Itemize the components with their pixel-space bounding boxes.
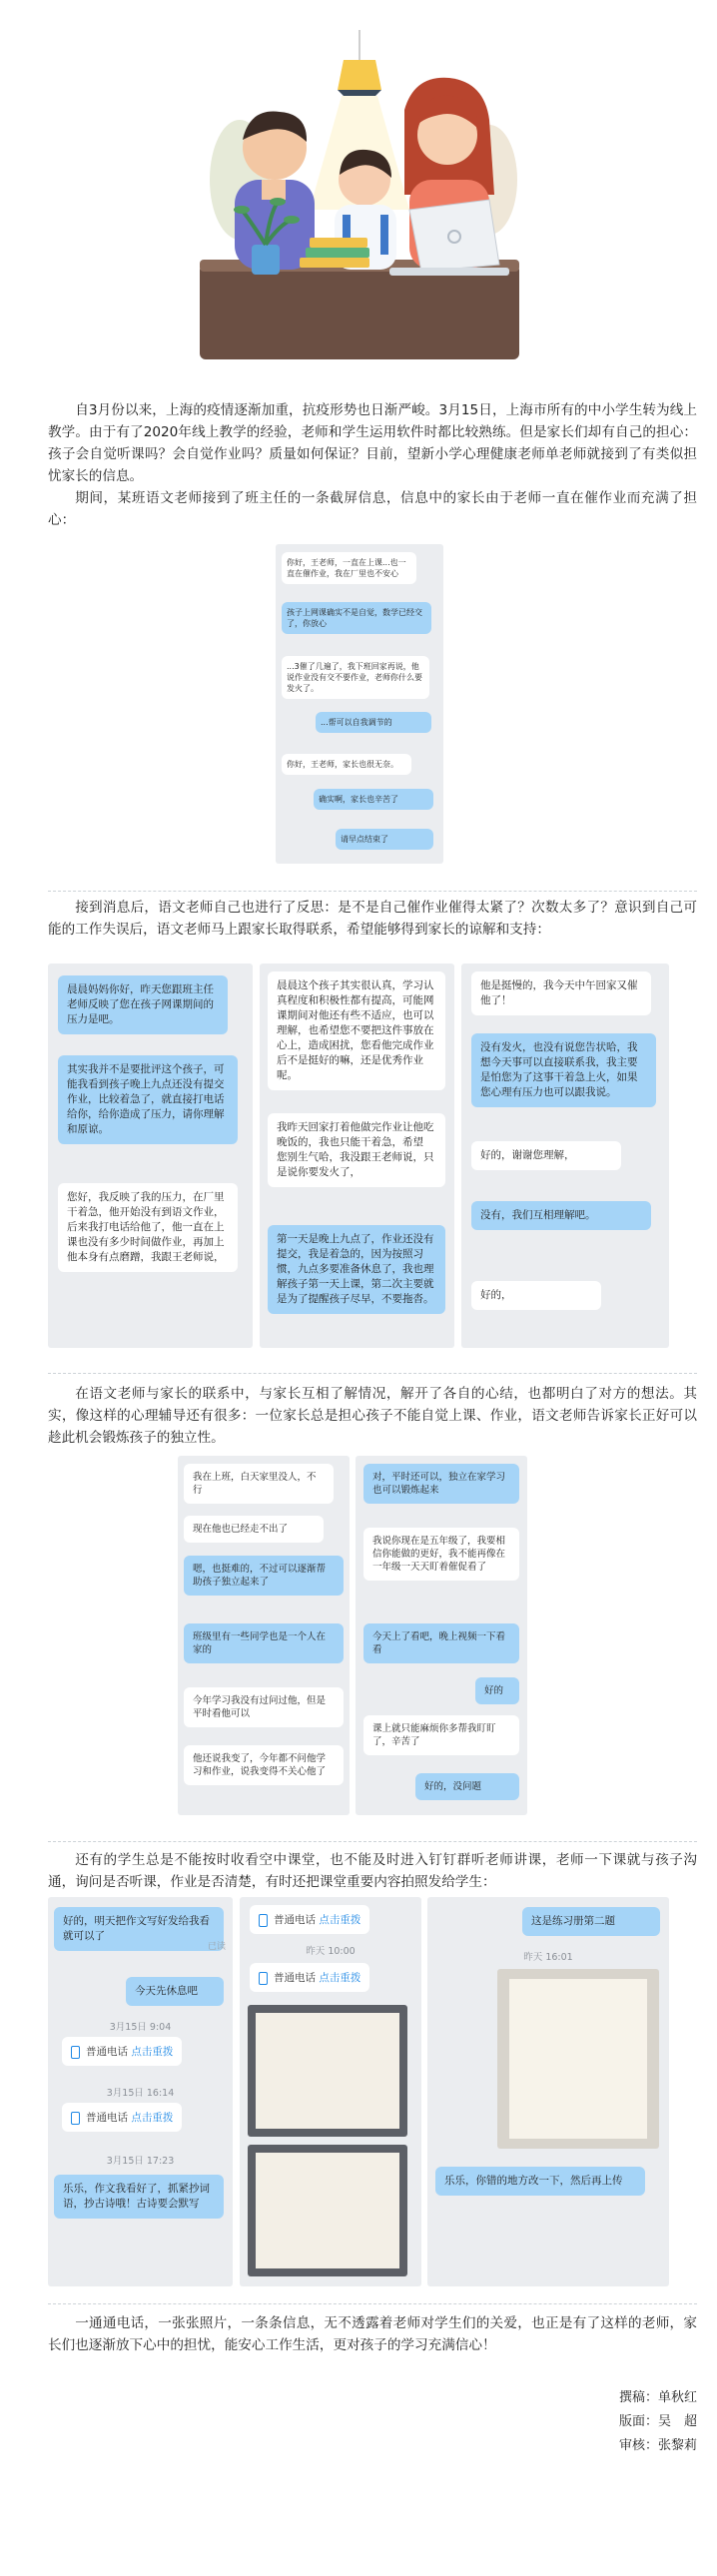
chat-message: 其实我并不是要批评这个孩子，可能我看到孩子晚上九点还没有提交作业，比较着急了，就直接打电话给你，给你造成了压力，请你理解和原谅。 — [58, 1055, 238, 1144]
paragraph-3: 接到消息后，语文老师自己也进行了反思：是不是自己催作业催得太紧了？次数太多了？意识到自己可能的工作失误后，语文老师马上跟家长取得联系，希望能够得到家长的谅解和支持： — [48, 900, 697, 938]
credit-author: 撰稿：单秋红 — [618, 2390, 697, 2405]
chat-message: 好的，明天把作文写好发给我看就可以了 — [54, 1907, 224, 1951]
divider — [48, 1841, 697, 1842]
chat-screenshot-4a: 好的，明天把作文写好发给我看就可以了 已读 今天先休息吧 3月15日 9:04 普通电话 点击重拨 3月15日 16:14 普通电话 点击重拨 3月15日 17:23 乐乐，作文我看好了，抓紧抄词语，抄古诗哦！古诗要会默写 — [48, 1897, 233, 2286]
homework-photo[interactable] — [497, 1969, 659, 2149]
phone-icon — [71, 2112, 80, 2125]
chat-screenshot-3a — [178, 1456, 350, 1815]
paragraph-5: 还有的学生总是不能按时收看空中课堂，也不能及时进入钉钉群听老师讲课，老师一下课就与孩子沟通，询问是否听课，作业是否清楚，有时还把课堂重要内容拍照发给学生： — [48, 1852, 697, 1890]
credit-layout: 版面：吴 超 — [618, 2414, 697, 2429]
chat-screenshot-4b: 普通电话 点击重拨 昨天 10:00 普通电话 点击重拨 — [240, 1897, 421, 2286]
chat-message: 你好，王老师，一直在上课...也一直在催作业，我在厂里也不安心 — [282, 552, 416, 584]
chat-message: 晨晨这个孩子其实很认真，学习认真程度和积极性都有提高，可能网课期间对他还有些不适应，也可以理解，也希望您不要把这件事放在心上，造成困扰，您看他完成作业后不是挺好的嘛，还是优秀作业呢。 — [268, 971, 445, 1090]
chat-message: 今年学习我没有过问过他，但是平时看他可以 — [184, 1687, 344, 1727]
chat-message: 班级里有一些同学也是一个人在家的 — [184, 1623, 344, 1663]
call-record[interactable]: 普通电话 点击重拨 — [62, 2037, 182, 2066]
chat-message: 乐乐，作文我看好了，抓紧抄词语，抄古诗哦！古诗要会默写 — [54, 2175, 224, 2219]
chat-screenshot-2c — [461, 964, 669, 1348]
chat-message: 我说你现在是五年级了，我要相信你能做的更好，我不能再像在一年级一天天盯着催促看了 — [363, 1528, 519, 1581]
credit-review: 审核：张黎莉 — [618, 2438, 697, 2453]
chat-message: 没有，我们互相理解吧。 — [471, 1201, 651, 1230]
chat-message: 好的，没问题 — [415, 1773, 519, 1800]
call-record[interactable]: 普通电话 点击重拨 — [250, 1905, 369, 1934]
chat-message: 这是练习册第二题 — [522, 1907, 660, 1936]
credits — [497, 2386, 697, 2458]
chat-message: 乐乐，你错的地方改一下，然后再上传 — [435, 2167, 645, 2196]
books-stack — [300, 238, 369, 268]
call-record[interactable]: 普通电话 点击重拨 — [250, 1963, 369, 1992]
chat-message: 好的 — [475, 1677, 519, 1704]
chat-message: 今天先休息吧 — [126, 1977, 224, 2006]
chat-message: 没有发火，也没有说您告状哈，我想今天事可以直接联系我，我主要是怕您为了这事干着急上火，如果您心理有压力也可以跟我说。 — [471, 1033, 656, 1107]
phone-icon — [259, 1914, 268, 1927]
worksheet-photo[interactable] — [248, 2145, 407, 2276]
chat-message: 晨晨妈妈你好，昨天您跟班主任老师反映了您在孩子网课期间的压力是吧。 — [58, 975, 228, 1034]
chat-screenshot-2b — [260, 964, 454, 1348]
chat-message: 你好，王老师，家长也很无奈。 — [282, 754, 411, 775]
chat-message: 第一天是晚上九点了，作业还没有提交，我是着急的，因为按照习惯，九点多要准备休息了，我也理解孩子第一天上课，第二次主要就是为了提醒孩子尽早，不要拖沓。 — [268, 1225, 445, 1314]
chat-message: 我在上班，白天家里没人，不行 — [184, 1464, 334, 1504]
chat-message: 您好，我反映了我的压力，在厂里干着急，他开始没有到语文作业，后来我打电话给他了，他一直在上课也没有多少时间做作业，再加上他本身有点磨蹭，我跟王老师说， — [58, 1183, 238, 1272]
paragraph-6: 一通通电话，一张张照片，一条条信息，无不透露着老师对学生们的关爱，也正是有了这样的老师，家长们也逐渐放下心中的担忧，能安心工作生活，更对孩子的学习充满信心！ — [48, 2315, 697, 2353]
chat-message: 请早点结束了 — [336, 829, 433, 850]
chat-message: 好的，谢谢您理解， — [471, 1141, 621, 1170]
divider — [48, 891, 697, 892]
phone-icon — [259, 1972, 268, 1985]
paragraph-2: 期间，某班语文老师接到了班主任的一条截屏信息，信息中的家长由于老师一直在催作业而充满了担心： — [48, 490, 697, 528]
chat-screenshot-3b — [356, 1456, 527, 1815]
divider — [48, 2303, 697, 2304]
table — [200, 265, 519, 359]
chat-screenshot-2a — [48, 964, 253, 1348]
chat-screenshot-4c: 这是练习册第二题 昨天 16:01 乐乐，你错的地方改一下，然后再上传 — [427, 1897, 669, 2286]
paragraph-4: 在语文老师与家长的联系中，与家长互相了解情况，解开了各自的心结，也都明白了对方的想法。其实，像这样的心理辅导还有很多：一位家长总是担心孩子不能自觉上课、作业，语文老师告诉家长正好可以趁此机会锻炼孩子的独立性。 — [48, 1386, 697, 1446]
chat-message: 他还说我变了，今年都不问他学习和作业，说我变得不关心他了 — [184, 1745, 344, 1785]
chat-message: 他是挺慢的，我今天中午回家又催他了！ — [471, 971, 651, 1015]
intro-paragraph: 自3月份以来，上海的疫情逐渐加重，抗疫形势也日渐严峻。3月15日，上海市所有的中小学生转为线上教学。由于有了2020年线上教学的经验，老师和学生运用软件时都比较熟练。但是家长们却有自己的担心：孩子会自觉听课吗？会自觉作业吗？质量如何保证？目前，望新小学心理健康老师单老师就接到了有类似担忧家长的信息。 — [48, 402, 697, 484]
chat-message: 嗯，也挺难的，不过可以逐渐帮助孩子独立起来了 — [184, 1556, 344, 1596]
chat-message: 课上就只能麻烦你多帮我盯盯了，辛苦了 — [363, 1715, 519, 1755]
chat-message: 确实啊，家长也辛苦了 — [314, 789, 433, 810]
chat-message: 好的， — [471, 1281, 601, 1310]
chat-message: 我昨天回家打着他做完作业让他吃晚饭的，我也只能干着急，希望 您别生气哈，我没跟王老师说，只是说你要发火了， — [268, 1113, 445, 1187]
chat-message: 今天上了看吧，晚上视频一下看看 — [363, 1623, 519, 1663]
chat-message: ...3催了几遍了，我下班回家再说，他说作业没有交不要作业，老师你什么要发火了。 — [282, 656, 429, 699]
chat-message: ...帮可以自我调节的 — [316, 712, 431, 733]
divider — [48, 1373, 697, 1374]
call-record[interactable]: 普通电话 点击重拨 — [62, 2103, 182, 2132]
chat-screenshot-1 — [276, 544, 443, 864]
chat-message: 对，平时还可以，独立在家学习也可以锻炼起来 — [363, 1464, 519, 1504]
phone-icon — [71, 2046, 80, 2059]
hero-illustration — [160, 30, 559, 389]
chat-message: 孩子上网课确实不是自觉，数学已经交了，你放心 — [282, 602, 431, 634]
worksheet-photo[interactable] — [248, 2005, 407, 2137]
chat-message: 现在他也已经走不出了 — [184, 1516, 324, 1543]
